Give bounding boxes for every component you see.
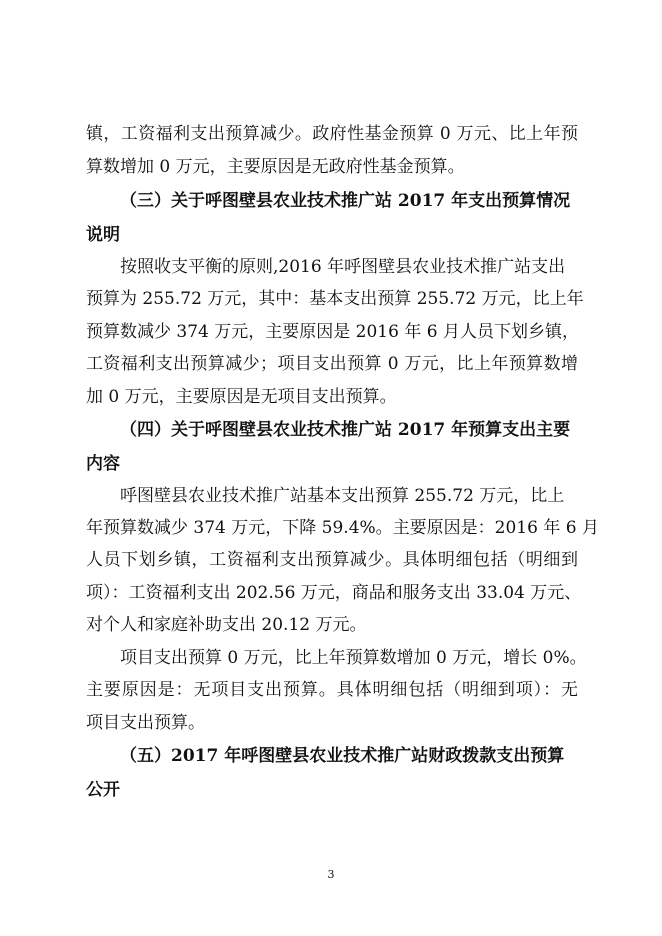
body-text-line: 主要原因是：无项目支出预算。具体明细包括（明细到项）：无: [86, 680, 578, 700]
body-text-line: 镇，工资福利支出预算减少。政府性基金预算 0 万元、比上年预: [86, 124, 578, 144]
body-text-line: 项目支出预算 0 万元，比上年预算数增加 0 万元，增长 0%。: [120, 648, 587, 668]
body-text-line: 工资福利支出预算减少；项目支出预算 0 万元，比上年预算数增: [86, 354, 578, 374]
body-text-line: 预算为 255.72 万元，其中：基本支出预算 255.72 万元，比上年: [86, 289, 584, 309]
body-text-line: 呼图壁县农业技术推广站基本支出预算 255.72 万元，比上: [120, 486, 565, 506]
section-heading-3-cont: 说明: [86, 225, 120, 245]
body-text-line: 算数增加 0 万元，主要原因是无政府性基金预算。: [86, 157, 465, 177]
section-heading-4: （四）关于呼图壁县农业技术推广站 2017 年预算支出主要: [120, 420, 571, 440]
section-heading-3: （三）关于呼图壁县农业技术推广站 2017 年支出预算情况: [120, 191, 571, 211]
body-text-line: 年预算数减少 374 万元，下降 59.4%。主要原因是：2016 年 6 月: [86, 518, 599, 538]
body-text-line: 项目支出预算。: [86, 713, 205, 733]
page-number: 3: [327, 868, 335, 881]
body-text-line: 按照收支平衡的原则,2016 年呼图壁县农业技术推广站支出: [120, 257, 566, 277]
body-text-line: 加 0 万元，主要原因是无项目支出预算。: [86, 387, 397, 407]
section-heading-4-cont: 内容: [86, 454, 120, 474]
body-text-line: 人员下划乡镇，工资福利支出预算减少。具体明细包括（明细到: [86, 550, 578, 570]
section-heading-5: （五）2017 年呼图壁县农业技术推广站财政拨款支出预算: [120, 746, 565, 766]
body-text-line: 项）：工资福利支出 202.56 万元，商品和服务支出 33.04 万元、: [86, 583, 582, 603]
section-heading-5-cont: 公开: [86, 780, 120, 800]
body-text-line: 对个人和家庭补助支出 20.12 万元。: [86, 615, 367, 635]
body-text-line: 预算数减少 374 万元，主要原因是 2016 年 6 月人员下划乡镇，: [86, 322, 579, 342]
